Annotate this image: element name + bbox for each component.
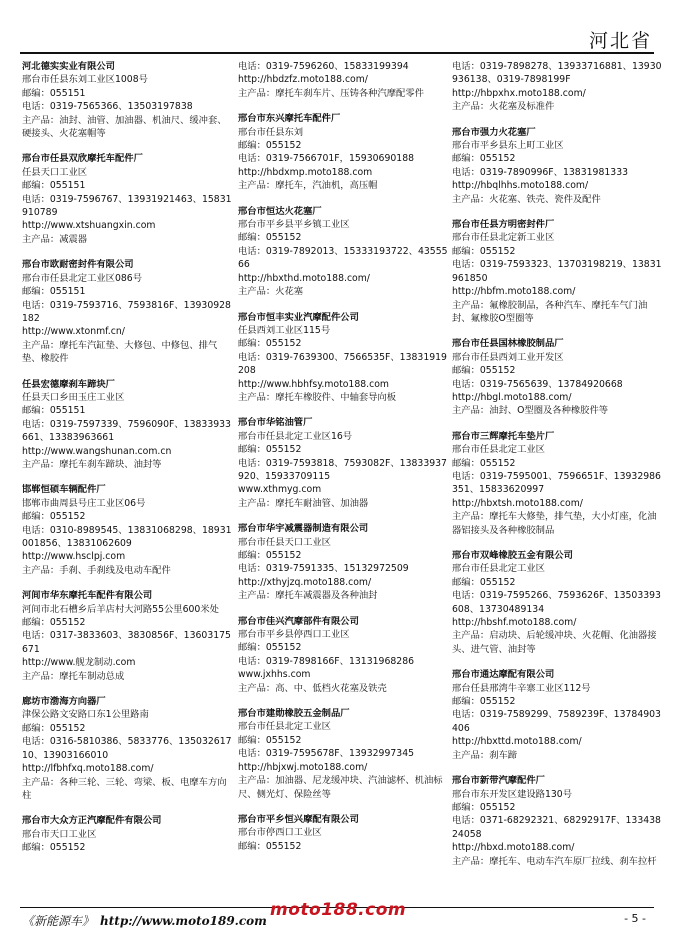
company-website[interactable]: http://hbshf.moto188.com/ — [452, 617, 577, 629]
directory-column-2 — [238, 60, 450, 895]
company-website[interactable]: http://hbdxmp.moto188.com — [238, 166, 373, 178]
page-number: - 5 - — [624, 912, 646, 925]
company-detail: 邮编：055152 — [452, 576, 516, 588]
company-entry — [238, 522, 450, 602]
company-entry — [238, 60, 450, 100]
company-detail: 邮编：055152 — [22, 617, 86, 629]
company-detail: 主产品：刹车蹄 — [452, 749, 518, 761]
company-detail: 电话：0319-7597339、7596090F、13833933661、13383963661 — [22, 418, 231, 444]
company-entry — [22, 589, 234, 683]
company-entry — [22, 258, 234, 365]
company-detail: 主产品：火花塞、铁壳、瓷件及配件 — [452, 193, 601, 205]
company-detail: 主产品：加油器、尼龙缓冲块、汽油滤杯、机油标尺、侧光灯、保险丝等 — [238, 775, 443, 800]
province-title: 河北省 — [588, 30, 652, 52]
company-name: 邢台市双峰橡胶五金有限公司 — [452, 550, 573, 561]
company-detail: 电话：0316-5810386、5833776、13503261710、13903166010 — [22, 736, 232, 761]
company-entry — [238, 416, 450, 510]
magazine-title: 《新能源车》 — [22, 914, 95, 928]
company-name: 邢台市三辉摩托车垫片厂 — [452, 430, 555, 442]
company-detail: 邮编：055152 — [452, 457, 516, 469]
company-name: 邢台市新带汽摩配件厂 — [452, 775, 545, 787]
company-entry — [452, 668, 664, 762]
company-website[interactable]: http://hbxttd.moto188.com/ — [452, 736, 582, 748]
company-website[interactable]: http://www.hbhfsy.moto188.com — [238, 378, 389, 390]
company-detail: 邢台市任县北定新工业区 — [452, 232, 555, 244]
company-detail: 邮编：055152 — [238, 140, 302, 152]
company-entry — [22, 814, 234, 854]
company-detail: 主产品：减震器 — [22, 233, 88, 245]
company-entry — [452, 549, 664, 656]
company-website[interactable]: http://lfbhfxq.moto188.com/ — [22, 763, 154, 775]
company-name: 任县宏德摩刹车蹄块厂 — [22, 378, 115, 390]
company-detail: 邢台市任县北定工业区 — [452, 563, 545, 575]
company-detail: 电话：0319-7596260、15833199394 — [238, 61, 409, 72]
company-detail: 主产品：启动块、后轮缓冲块、火花帽、化油器接头、进气管、油封等 — [452, 630, 657, 655]
company-detail: 电话：0319-7565639、13784920668 — [452, 378, 623, 390]
company-detail: 邢台市平乡县东上町工业区 — [452, 140, 564, 152]
company-detail: 任县天口乡田玉庄工业区 — [22, 391, 125, 403]
company-detail: 邮编：055152 — [452, 365, 516, 377]
company-website[interactable]: http://www.xtshuangxin.com — [22, 220, 156, 232]
company-detail: 邮编：055151 — [22, 180, 86, 192]
company-detail: 电话：0319-7595678F、13932997345 — [238, 748, 415, 760]
company-detail: 主产品：摩托车制动总成 — [22, 670, 125, 682]
company-detail: 电话：0319-7593818、7593082F、13833937920、15933709115 — [238, 457, 447, 482]
company-website[interactable]: http://hbxthd.moto188.com/ — [238, 272, 370, 284]
company-detail: 邮编：055152 — [22, 511, 86, 523]
company-detail: 主产品：油封、O型圈及各种橡胶件等 — [452, 405, 609, 417]
company-detail: 电话：0319-7639300、7566535F、13831919208 — [238, 351, 447, 377]
company-detail: 电话：0319-7589299、7589239F、13784903406 — [452, 709, 661, 734]
company-detail: 电话：0319-7566701F，15930690188 — [238, 153, 415, 165]
company-detail: 邢台市任县天口工业区 — [238, 536, 331, 548]
company-entry — [22, 60, 234, 140]
company-entry — [238, 615, 450, 695]
company-detail: 主产品：火花塞及标准件 — [452, 101, 555, 113]
company-name: 廊坊市渤海方向器厂 — [22, 696, 106, 708]
company-name: 邢台市大众方正汽摩配件有限公司 — [22, 815, 162, 827]
company-detail: 邮编：055152 — [238, 642, 302, 654]
company-name: 邢台市平乡恒兴摩配有限公司 — [238, 813, 359, 825]
company-entry — [452, 337, 664, 417]
company-detail: 主产品：摩托车刹车片、压铸各种汽摩配零件 — [238, 87, 424, 99]
company-detail: 邮编：055152 — [452, 801, 516, 813]
company-entry — [22, 378, 234, 472]
company-entry — [452, 774, 664, 868]
company-detail: 邮编：055152 — [238, 840, 302, 852]
company-detail: 主产品：摩托车刹车蹄块、油封等 — [22, 458, 162, 470]
company-name: 邢台市任县方明密封件厂 — [452, 219, 555, 231]
company-detail: 邢台市任县西刘工业开发区 — [452, 351, 564, 363]
company-name: 邢台市华宇减震器制造有限公司 — [238, 523, 369, 535]
company-website[interactable]: www.jxhhs.com — [238, 669, 311, 681]
company-name: 邢台市恒达火花塞厂 — [238, 205, 322, 217]
company-website[interactable]: http://hbxtsh.moto188.com/ — [452, 497, 583, 509]
directory-column-3 — [452, 60, 664, 895]
moto188-logo: moto188.com — [270, 900, 407, 920]
company-website[interactable]: http://www.xtonmf.cn/ — [22, 326, 125, 338]
company-website[interactable]: http://hbqlhhs.moto188.com/ — [452, 180, 589, 192]
company-name: 邢台市东兴摩托车配件厂 — [238, 113, 341, 125]
company-detail: 邮编：055152 — [22, 722, 86, 734]
company-detail: 邮编：055152 — [452, 245, 516, 257]
company-detail: 邢台市任县北定工业区 — [238, 721, 331, 733]
company-entry — [452, 126, 664, 206]
company-detail: 电话：0319-7591335、15132972509 — [238, 563, 409, 575]
company-detail: 主产品：各种三轮、三轮、弯梁、板、电摩车方向柱 — [22, 776, 227, 801]
company-website[interactable]: http://hbfm.moto188.com/ — [452, 286, 576, 298]
company-detail: 邢台市任县北定工业区 — [452, 444, 545, 456]
company-detail: 主产品：摩托车、电动车汽车原厂拉线、刹车拉杆 — [452, 855, 657, 867]
company-entry — [238, 813, 450, 853]
company-name: 邢台市任县国林橡胶制品厂 — [452, 338, 564, 350]
company-detail: 邮编：055152 — [452, 696, 516, 708]
company-detail: 主产品：高、中、低档火花塞及铁壳 — [238, 682, 387, 694]
company-detail: 邢台市任县北定工业区16号 — [238, 430, 353, 442]
company-detail: 邮编：055151 — [22, 286, 86, 298]
company-detail: 电话：0319-7595266、7593626F、13503393608、13730489134 — [452, 590, 661, 615]
company-detail: 邮编：055151 — [22, 87, 86, 99]
company-detail: 电话：0319-7892013、15333193722、4355566 — [238, 245, 448, 271]
company-detail: 邢台市平乡县平乡镇工业区 — [238, 219, 350, 231]
company-detail: 邢台市任县东刘 — [238, 126, 304, 138]
company-name: 邢台市建勋橡胶五金制品厂 — [238, 708, 350, 720]
company-detail: 电话：0319-7593716、7593816F、13930928182 — [22, 299, 231, 324]
company-detail: 邮编：055152 — [238, 444, 302, 456]
company-entry — [452, 430, 664, 537]
company-detail: 电话：0371-68292321、68292917F、13343824058 — [452, 815, 661, 840]
company-detail: 电话：0319-7596767、13931921463、15831910789 — [22, 193, 232, 219]
company-website[interactable]: http://www.hsclpj.com — [22, 551, 126, 563]
company-detail: 主产品：摩托车大修垫，排气垫，大小灯座，化油器铝接头及各种橡胶制品 — [452, 511, 657, 536]
company-name: 邢台市佳兴汽摩部件有限公司 — [238, 615, 359, 627]
company-detail: 邢台市天口工业区 — [22, 828, 97, 840]
company-detail: 主产品：摩托车，汽油机，高压帽 — [238, 180, 378, 192]
company-detail: 电话：0319-7898278、13933716881、13930936138、0319-7898199F — [452, 61, 662, 86]
company-website[interactable]: http://hbgl.moto188.com/ — [452, 391, 572, 403]
company-detail: 主产品：手刹、手刹线及电动车配件 — [22, 564, 171, 576]
company-detail: 主产品：油封、油管、加油器、机油尺、缓冲套、硬接头、火花塞帽等 — [22, 114, 227, 140]
company-entry — [238, 205, 450, 299]
company-name: 河北德实实业有限公司 — [22, 61, 115, 72]
company-detail: 邮编：055152 — [22, 842, 86, 854]
company-detail: 邮编：055152 — [238, 232, 302, 244]
company-detail: 电话：0319-7565366、13503197838 — [22, 101, 193, 113]
company-website[interactable]: http://hbpxhx.moto188.com/ — [452, 87, 586, 99]
company-detail: 邯郸市曲周县号庄工业区06号 — [22, 497, 146, 509]
company-detail: 邮编：055152 — [238, 550, 302, 561]
company-website[interactable]: http://hbdzfz.moto188.com/ — [238, 74, 368, 86]
company-entry — [22, 695, 234, 802]
company-detail: 电话：0310-8989545、13831068298、18931001856、13831062609 — [22, 524, 232, 549]
company-name: 邢台市恒丰实业汽摩配件公司 — [238, 311, 359, 323]
company-detail: 邢台市停西口工业区 — [238, 827, 322, 839]
directory-column-1 — [22, 60, 234, 895]
company-detail: 河间市北石槽乡后羊店村大河路55公里600米处 — [22, 603, 219, 615]
company-detail: 电话：0319-7890996F、13831981333 — [452, 166, 629, 178]
company-detail: 邮编：055152 — [238, 338, 302, 350]
company-detail: 主产品：氟橡胶制品，各种汽车、摩托车气门油封、氟橡胶O型圈等 — [452, 299, 648, 324]
company-detail: 邢台市任县东刘工业区1008号 — [22, 74, 148, 86]
company-detail: 主产品：摩托车减震器及各种油封 — [238, 590, 378, 602]
company-name: 河间市华东摩托车配件有限公司 — [22, 590, 153, 602]
company-name: 邢台市欧耐密封件有限公司 — [22, 259, 134, 271]
company-detail: 邮编：055151 — [22, 405, 86, 417]
company-detail: 津保公路文安路口东1公里路南 — [22, 709, 149, 721]
company-entry — [452, 60, 664, 114]
company-website[interactable]: http://hbjxwj.moto188.com/ — [238, 761, 368, 773]
company-detail: 任县天口工业区 — [22, 166, 88, 178]
company-website[interactable]: http://www.舰龙制动.com — [22, 657, 136, 669]
company-name: 邢台市通达摩配有限公司 — [452, 669, 555, 681]
company-entry — [238, 112, 450, 192]
company-name: 邢台市强力火花塞厂 — [452, 126, 536, 138]
company-entry — [452, 218, 664, 325]
company-entry — [22, 483, 234, 577]
company-entry — [238, 311, 450, 405]
company-name: 邢台市任县双欣摩托车配件厂 — [22, 153, 143, 165]
header-rule — [20, 52, 654, 54]
company-entry — [22, 152, 234, 246]
company-website[interactable]: http://www.wangshunan.com.cn — [22, 445, 172, 457]
company-detail: 电话：0317-3833603、3830856F、13603175671 — [22, 630, 231, 655]
company-detail: 邢台市平乡县停西口工业区 — [238, 629, 350, 641]
company-detail: 邮编：055152 — [238, 734, 302, 746]
company-detail: 电话：0319-7898166F、13131968286 — [238, 655, 415, 667]
company-detail: 邮编：055152 — [452, 153, 516, 165]
magazine-url[interactable]: http://www.moto189.com — [100, 914, 267, 928]
company-name: 邯郸恒硕车辆配件厂 — [22, 484, 106, 496]
company-website[interactable]: http://xthyjzq.moto188.com/ — [238, 576, 372, 588]
company-detail: 主产品：摩托车汽缸垫、大修包、中修包、排气垫、橡胶件 — [22, 339, 218, 365]
company-detail: 邢台市任县北定工业区086号 — [22, 272, 143, 284]
company-detail: 任县西刘工业区115号 — [238, 324, 331, 336]
company-detail: 电话：0319-7595001、7596651F、13932986351、15833620997 — [452, 470, 661, 496]
company-detail: 主产品：摩托车耐油管、加油器 — [238, 497, 369, 509]
company-entry — [238, 707, 450, 801]
company-detail: 电话：0319-7593323、13703198219、13831961850 — [452, 259, 662, 284]
company-detail: 主产品：火花塞 — [238, 286, 304, 298]
footer-magazine — [22, 912, 267, 929]
company-name: 邢台市华铭油管厂 — [238, 417, 313, 429]
company-detail: 主产品：摩托车橡胶件、中轴套导向板 — [238, 391, 397, 403]
company-detail: 邢台市东开发区建设路130号 — [452, 788, 573, 800]
company-website[interactable]: http://hbxd.moto188.com/ — [452, 842, 575, 854]
company-detail: 邢台任县邢湾牛辛寨工业区112号 — [452, 682, 591, 694]
company-website[interactable]: www.xthmyg.com — [238, 484, 322, 496]
